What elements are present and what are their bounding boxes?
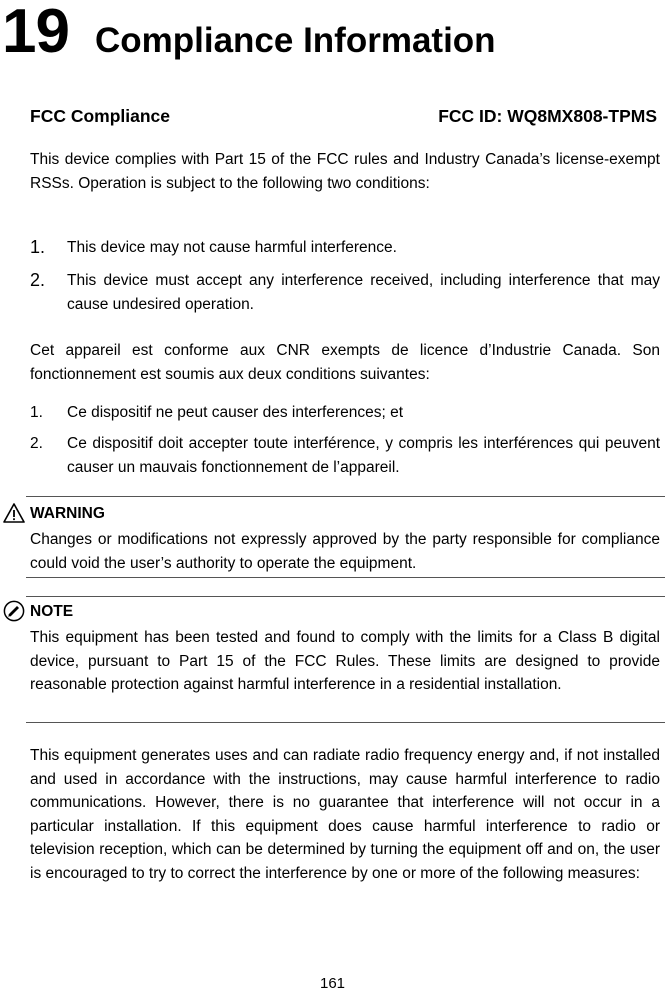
chapter-title: Compliance Information [94,21,496,60]
warning-top-rule [26,496,665,497]
note-bottom-rule [26,722,665,723]
condition-text: This device must accept any interference received, including interference that may cause undesired operation. [67,272,660,313]
section-title: FCC Compliance [30,106,171,126]
chapter-number: 19 [2,0,69,66]
page-number: 161 [319,975,346,992]
fcc-id: FCC ID: WQ8MX808-TPMS [438,106,657,126]
section-heading [30,106,657,127]
condition-number: 1. [30,237,46,257]
warning-text: Changes or modifications not expressly approved by the party responsible for compliance could void the user’s authority to operate the equipment. [30,531,660,572]
warning-triangle-icon [3,502,25,524]
intro-paragraph: This device complies with Part 15 of the FCC rules and Industry Canada’s license-exempt RSSs. Operation is subject to the following two conditions: [30,151,660,192]
pencil-icon [3,600,25,622]
french-intro-paragraph: Cet appareil est conforme aux CNR exempts de licence d’Industrie Canada. Son fonctionnement est soumis aux deux conditions suivantes: [30,342,660,383]
french-condition-number: 2. [30,435,43,452]
note-text: This equipment has been tested and found to comply with the limits for a Class B digital device, pursuant to Part 15 of the FCC Rules. These limits are designed to provide reasonable protection against harmful interference in a residential installation. [30,629,660,693]
french-condition-text: Ce dispositif doit accepter toute interférence, y compris les interférences qui peuvent causer un mauvais fonctionnement de l’appareil. [67,435,660,476]
french-condition-number: 1. [30,404,43,421]
note-label: NOTE [30,603,74,620]
warning-label: WARNING [30,505,105,522]
condition-text: This device may not cause harmful interference. [67,239,397,256]
condition-number: 2. [30,270,46,290]
closing-paragraph: This equipment generates uses and can radiate radio frequency energy and, if not installed and used in accordance with the instructions, may cause harmful interference to radio communications. However, there is no guarantee that interference will not occur in a particular installation. If this equipment does cause harmful interference to radio or television reception, which can be determined by turning the equipment off and on, the user is encouraged to try to correct the interference by one or more of the following measures: [30,747,660,882]
warning-bottom-rule [26,577,665,578]
french-condition-text: Ce dispositif ne peut causer des interferences; et [67,404,404,421]
chapter-heading [2,0,496,67]
note-top-rule [26,596,665,597]
